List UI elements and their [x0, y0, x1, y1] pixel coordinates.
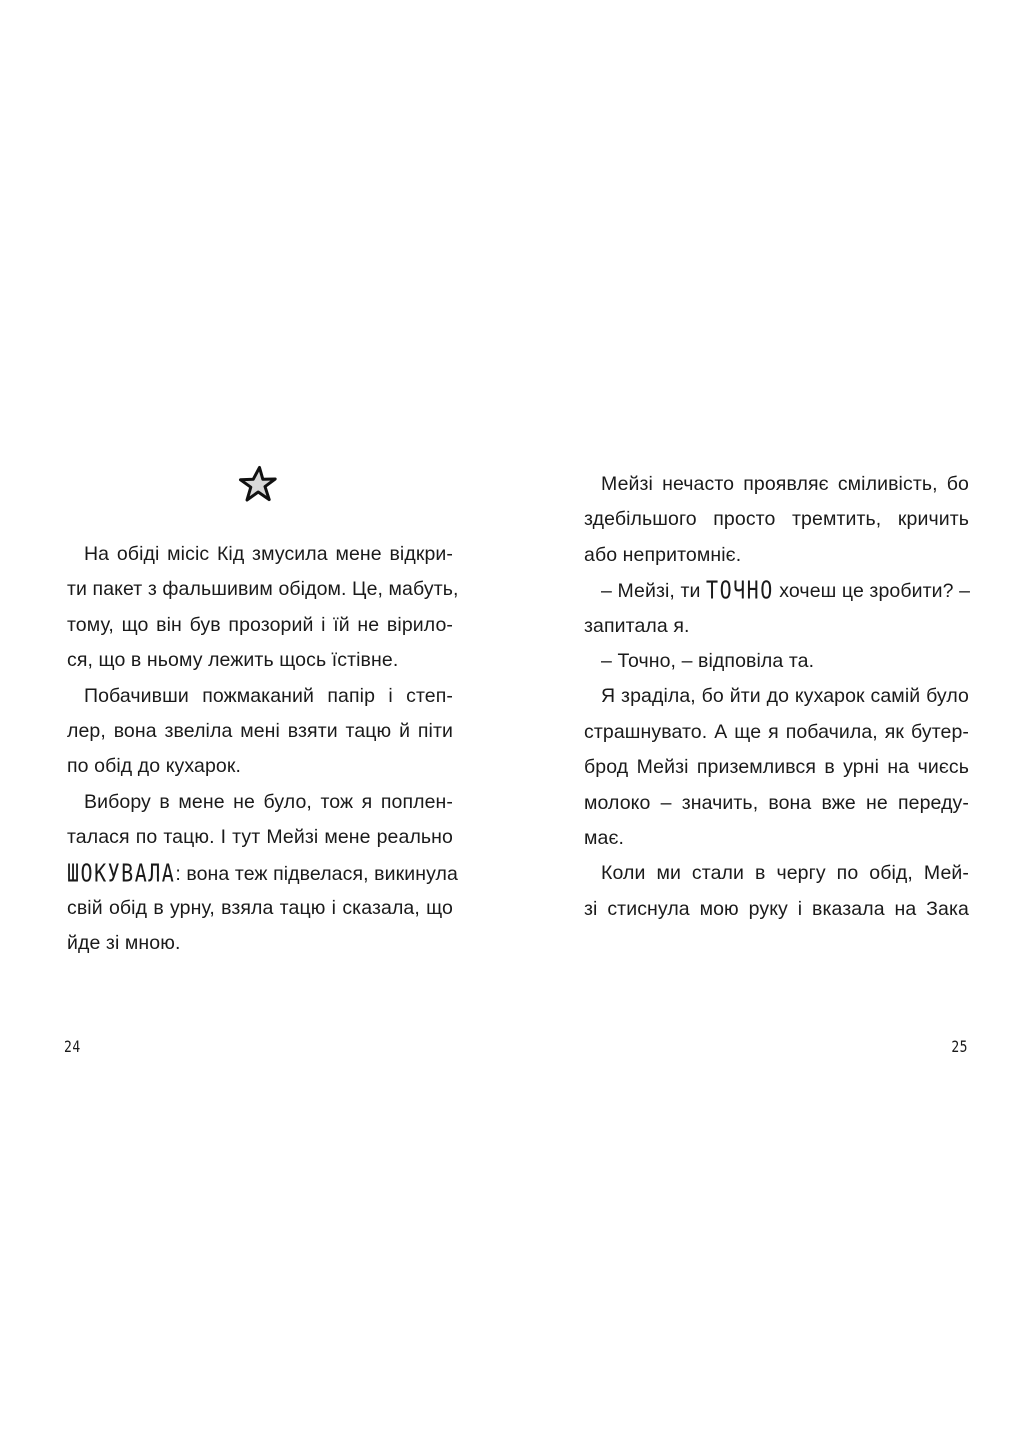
emphasis-word: ТОЧНО [706, 574, 774, 605]
text-fragment: страшнувато. А ще я побачила, як бутер- [584, 720, 969, 743]
text-line [584, 821, 969, 856]
text-line [584, 538, 969, 573]
text-line [67, 926, 453, 961]
text-fragment: ся, що в ньому лежить щось їстівне. [67, 649, 399, 672]
text-line [584, 467, 969, 502]
text-fragment: Мейзі нечасто проявляє сміливість, бо [601, 473, 969, 495]
text-line [67, 714, 453, 749]
text-fragment: здебільшого просто тремтить, кричить [584, 508, 969, 531]
text-line [584, 786, 969, 821]
text-fragment: має. [584, 826, 625, 849]
text-fragment: хочеш це зробити? – [779, 580, 971, 603]
text-fragment: молоко – значить, вона вже не переду- [584, 791, 969, 814]
left-page [0, 0, 517, 1440]
text-fragment: Коли ми стали в чергу по обід, Мей- [601, 862, 969, 885]
text-fragment: Я зраділа, бо йти до кухарок самій було [601, 685, 969, 708]
text-line [67, 608, 453, 643]
text-fragment: ти пакет з фальшивим обідом. Це, мабуть, [67, 578, 459, 601]
text-line [67, 856, 458, 891]
text-line [584, 892, 969, 927]
text-line [67, 572, 459, 607]
page-number-right: 25 [951, 1038, 968, 1057]
text-fragment: йде зі мною. [67, 932, 181, 955]
text-line [584, 609, 969, 644]
text-line [584, 679, 969, 714]
text-line [584, 856, 969, 891]
text-fragment: лер, вона звеліла мені взяти тацю й піти [67, 719, 453, 742]
right-page-text [584, 467, 969, 927]
text-fragment: брод Мейзі приземлився в урні на чиєсь [584, 756, 969, 779]
emphasis-word: ШОКУВАЛА [67, 857, 176, 888]
text-line [67, 749, 453, 784]
text-fragment: зі стиснула мою руку і вказала на Зака [584, 897, 969, 920]
text-line [584, 715, 969, 750]
text-fragment: по обід до кухарок. [67, 755, 242, 778]
text-fragment: – Точно, – відповіла та. [601, 649, 815, 672]
text-fragment: – Мейзі, ти [601, 580, 701, 603]
text-line [67, 537, 453, 572]
text-fragment: : вона теж підвелася, викинула [175, 862, 458, 885]
text-line [584, 502, 969, 537]
text-line [584, 750, 969, 785]
text-line [67, 785, 453, 820]
star-outline-icon [238, 465, 278, 503]
text-fragment: Вибору в мене не було, тож я поплен- [84, 790, 453, 813]
text-fragment: Побачивши пожмаканий папір і степ- [84, 684, 453, 707]
text-line [584, 644, 969, 679]
text-fragment: свій обід в урну, взяла тацю і сказала, що [67, 896, 453, 919]
text-line [67, 820, 453, 855]
text-line [67, 643, 453, 678]
text-line [67, 891, 453, 926]
text-line [584, 573, 969, 608]
text-line [67, 679, 453, 714]
text-fragment: запитала я. [584, 614, 690, 637]
text-fragment: талася по тацю. І тут Мейзі мене реально [67, 826, 453, 849]
right-page [517, 0, 1035, 1440]
page-number-left: 24 [64, 1038, 81, 1057]
left-page-text [67, 537, 459, 962]
text-fragment: На обіді місіс Кід змусила мене відкри- [84, 543, 453, 565]
text-fragment: або непритомніє. [584, 543, 742, 566]
text-fragment: тому, що він був прозорий і їй не вірило- [67, 613, 453, 636]
